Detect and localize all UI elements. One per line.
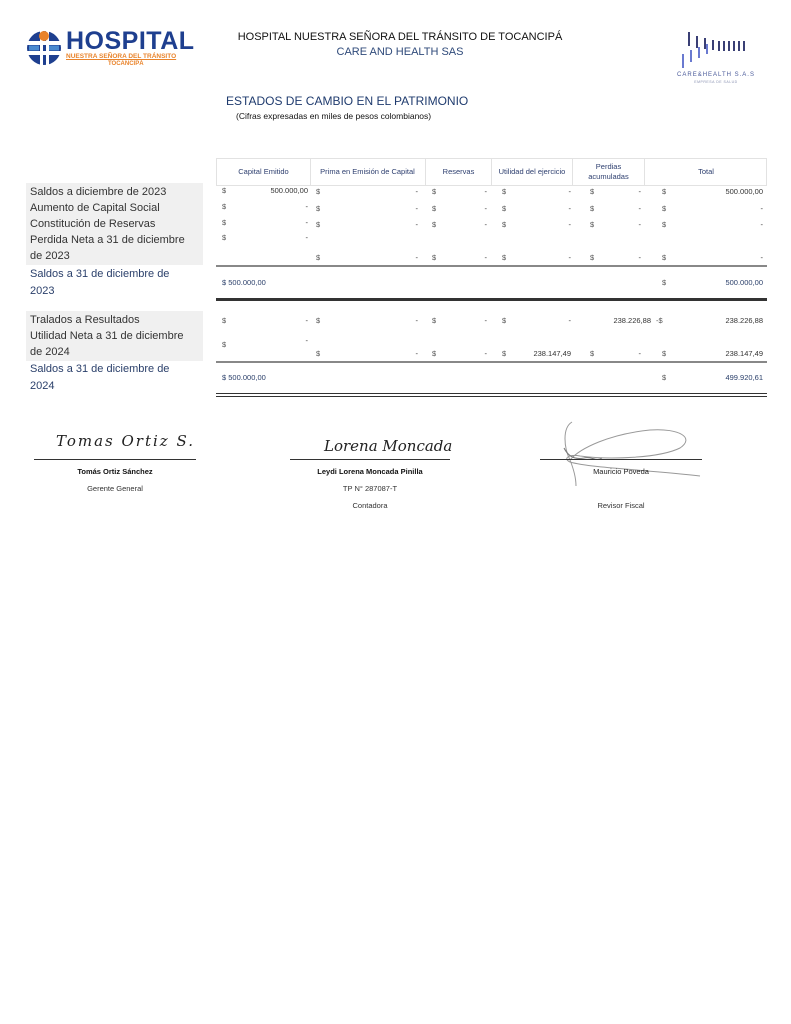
cell-value: - [305,336,308,345]
cell-value: - [415,316,418,325]
logo-bar [738,41,740,51]
row-label: Tralados a Resultados [30,314,140,326]
currency-symbol: $ [316,220,321,229]
cell-value: - [638,187,641,196]
logo-main-text: HOSPITAL [66,27,195,55]
logo-location-text: TOCANCIPÁ [108,61,144,67]
logo-bar [690,50,692,62]
currency-symbol: $ [316,204,321,213]
cell-value: 238.147,49 [725,349,763,358]
currency-symbol: $ [432,316,437,325]
signature-line [290,459,450,460]
row-labels-2023 [26,183,203,265]
logo-right-subtext: EMPRESA DE SALUD [694,80,738,84]
column-header: Reservas [426,159,492,185]
currency-symbol: $ [316,187,321,196]
cell-value: - [568,187,571,196]
currency-symbol: $ [222,218,227,227]
currency-symbol: $ [316,349,321,358]
column-header: Perdias acumuladas [573,159,645,185]
currency-symbol: $ [590,204,595,213]
currency-symbol: $ [432,187,437,196]
document-title: ESTADOS DE CAMBIO EN EL PATRIMONIO [226,94,469,108]
row-label: Saldos a diciembre de 2023 [30,186,167,198]
cell-value: - [305,233,308,242]
cell-value: - [484,220,487,229]
currency-symbol: $ [502,187,507,196]
currency-symbol: $ [662,204,667,213]
header-title: HOSPITAL NUESTRA SEÑORA DEL TRÁNSITO DE TOCANCIPÁ [237,31,563,43]
cell-value: - [760,204,763,213]
header-subtitle: CARE AND HEALTH SAS [336,46,464,58]
currency-symbol: $ [502,220,507,229]
row-divider [216,265,767,267]
signer-name: Tomás Ortiz Sánchez [77,467,153,476]
logo-bar [728,41,730,51]
currency-symbol: $ [222,233,227,242]
signature-line [540,459,702,460]
cell-value: - [415,220,418,229]
logo-sub-text: NUESTRA SEÑORA DEL TRÁNSITO [66,53,177,60]
signer-role: Contadora [352,501,388,510]
row-label: Perdida Neta a 31 de diciembre [30,234,185,246]
currency-symbol: $ [222,186,227,195]
cell-value: - [638,204,641,213]
cell-value: 238.226,88 [613,316,651,325]
row-label: Constitución de Reservas [30,218,156,230]
cell-value: - [484,349,487,358]
row-label: de 2024 [30,346,70,358]
logo-right-text: CARE&HEALTH S.A.S [677,72,755,78]
currency-symbol: $ [222,340,227,349]
logo-bar [718,41,720,51]
column-header: Utilidad del ejercicio [492,159,573,185]
cell-value: - [305,218,308,227]
cell-value: - [638,349,641,358]
currency-symbol: $ [590,187,595,196]
cell-value: - [568,220,571,229]
total-label: Saldos a 31 de diciembre de [30,363,170,375]
signature-tomas: Tomas Ortiz S. [56,432,195,450]
cell-value: - [305,316,308,325]
cell-value: 238.226,88 [725,316,763,325]
total-capital: $ 500.000,00 [222,373,266,382]
cell-value: - [760,253,763,262]
cell-value: - [760,220,763,229]
document-subtitle: (Cifras expresadas en miles de pesos colombianos) [236,111,432,121]
signature-lorena: Lorena Moncada [324,437,453,455]
cell-value: - [484,316,487,325]
double-underline [216,393,767,394]
cell-value: 500.000,00 [725,278,763,287]
logo-bar [733,41,735,51]
cell-value: 500.000,00 [725,187,763,196]
total-capital: $ 500.000,00 [222,278,266,287]
currency-symbol: $ [662,349,667,358]
currency-symbol: $ [662,253,667,262]
currency-symbol: $ [662,278,667,287]
cell-value: 238.147,49 [533,349,571,358]
currency-symbol: $ [502,253,507,262]
currency-symbol: $ [662,373,667,382]
signer-name: Leydi Lorena Moncada Pinilla [317,467,423,476]
currency-symbol: $ [590,349,595,358]
currency-symbol: $ [662,220,667,229]
currency-symbol: $ [222,316,227,325]
cell-value: - [415,204,418,213]
row-label: de 2023 [30,250,70,262]
cell-value: - [415,349,418,358]
row-divider [216,361,767,363]
total-label: Saldos a 31 de diciembre de [30,268,170,280]
table-header [216,158,767,186]
currency-symbol: $ [316,253,321,262]
currency-symbol: $ [502,349,507,358]
cell-value: - [568,253,571,262]
cell-value: - [638,220,641,229]
cell-value: - [415,187,418,196]
cell-value: 500.000,00 [270,186,308,195]
cell-value: - [484,204,487,213]
currency-symbol: $ [590,253,595,262]
currency-symbol: $ [222,202,227,211]
signer-id: TP N° 287087-T [342,484,398,493]
logo-bar [682,54,684,68]
currency-symbol: $ [502,204,507,213]
double-underline [216,396,767,397]
currency-symbol: $ [590,220,595,229]
signature-mauricio-scribble [540,418,720,488]
currency-symbol: -$ [656,316,663,325]
signer-role: Revisor Fiscal [597,501,645,510]
logo-bar [706,44,708,54]
currency-symbol: $ [432,220,437,229]
signature-line [34,459,196,460]
care-health-logo [660,30,772,86]
column-header: Capital Emitido [216,159,311,185]
currency-symbol: $ [432,253,437,262]
currency-symbol: $ [316,316,321,325]
cell-value: - [484,187,487,196]
row-label: Utilidad Neta a 31 de diciembre [30,330,184,342]
logo-bar [712,40,714,50]
logo-bar [743,41,745,51]
hospital-logo [26,27,195,68]
column-header: Total [646,159,767,185]
column-header: Prima en Emisión de Capital [310,159,426,185]
logo-bar [723,41,725,51]
cell-value: - [638,253,641,262]
cell-value: - [484,253,487,262]
section-divider [216,298,767,301]
row-label: Aumento de Capital Social [30,202,160,214]
signer-name: Mauricio Poveda [593,467,649,476]
signer-role: Gerente General [87,484,143,493]
logo-bar [688,32,690,46]
logo-bar [698,47,700,58]
total-label: 2023 [30,285,55,297]
row-labels-2024 [26,311,203,361]
cell-value: - [305,202,308,211]
currency-symbol: $ [662,187,667,196]
cell-value: - [415,253,418,262]
currency-symbol: $ [432,204,437,213]
cell-value: 499.920,61 [725,373,763,382]
currency-symbol: $ [502,316,507,325]
cell-value: - [568,316,571,325]
total-label: 2024 [30,380,55,392]
hospital-cross-icon [26,30,62,66]
currency-symbol: $ [432,349,437,358]
cell-value: - [568,204,571,213]
